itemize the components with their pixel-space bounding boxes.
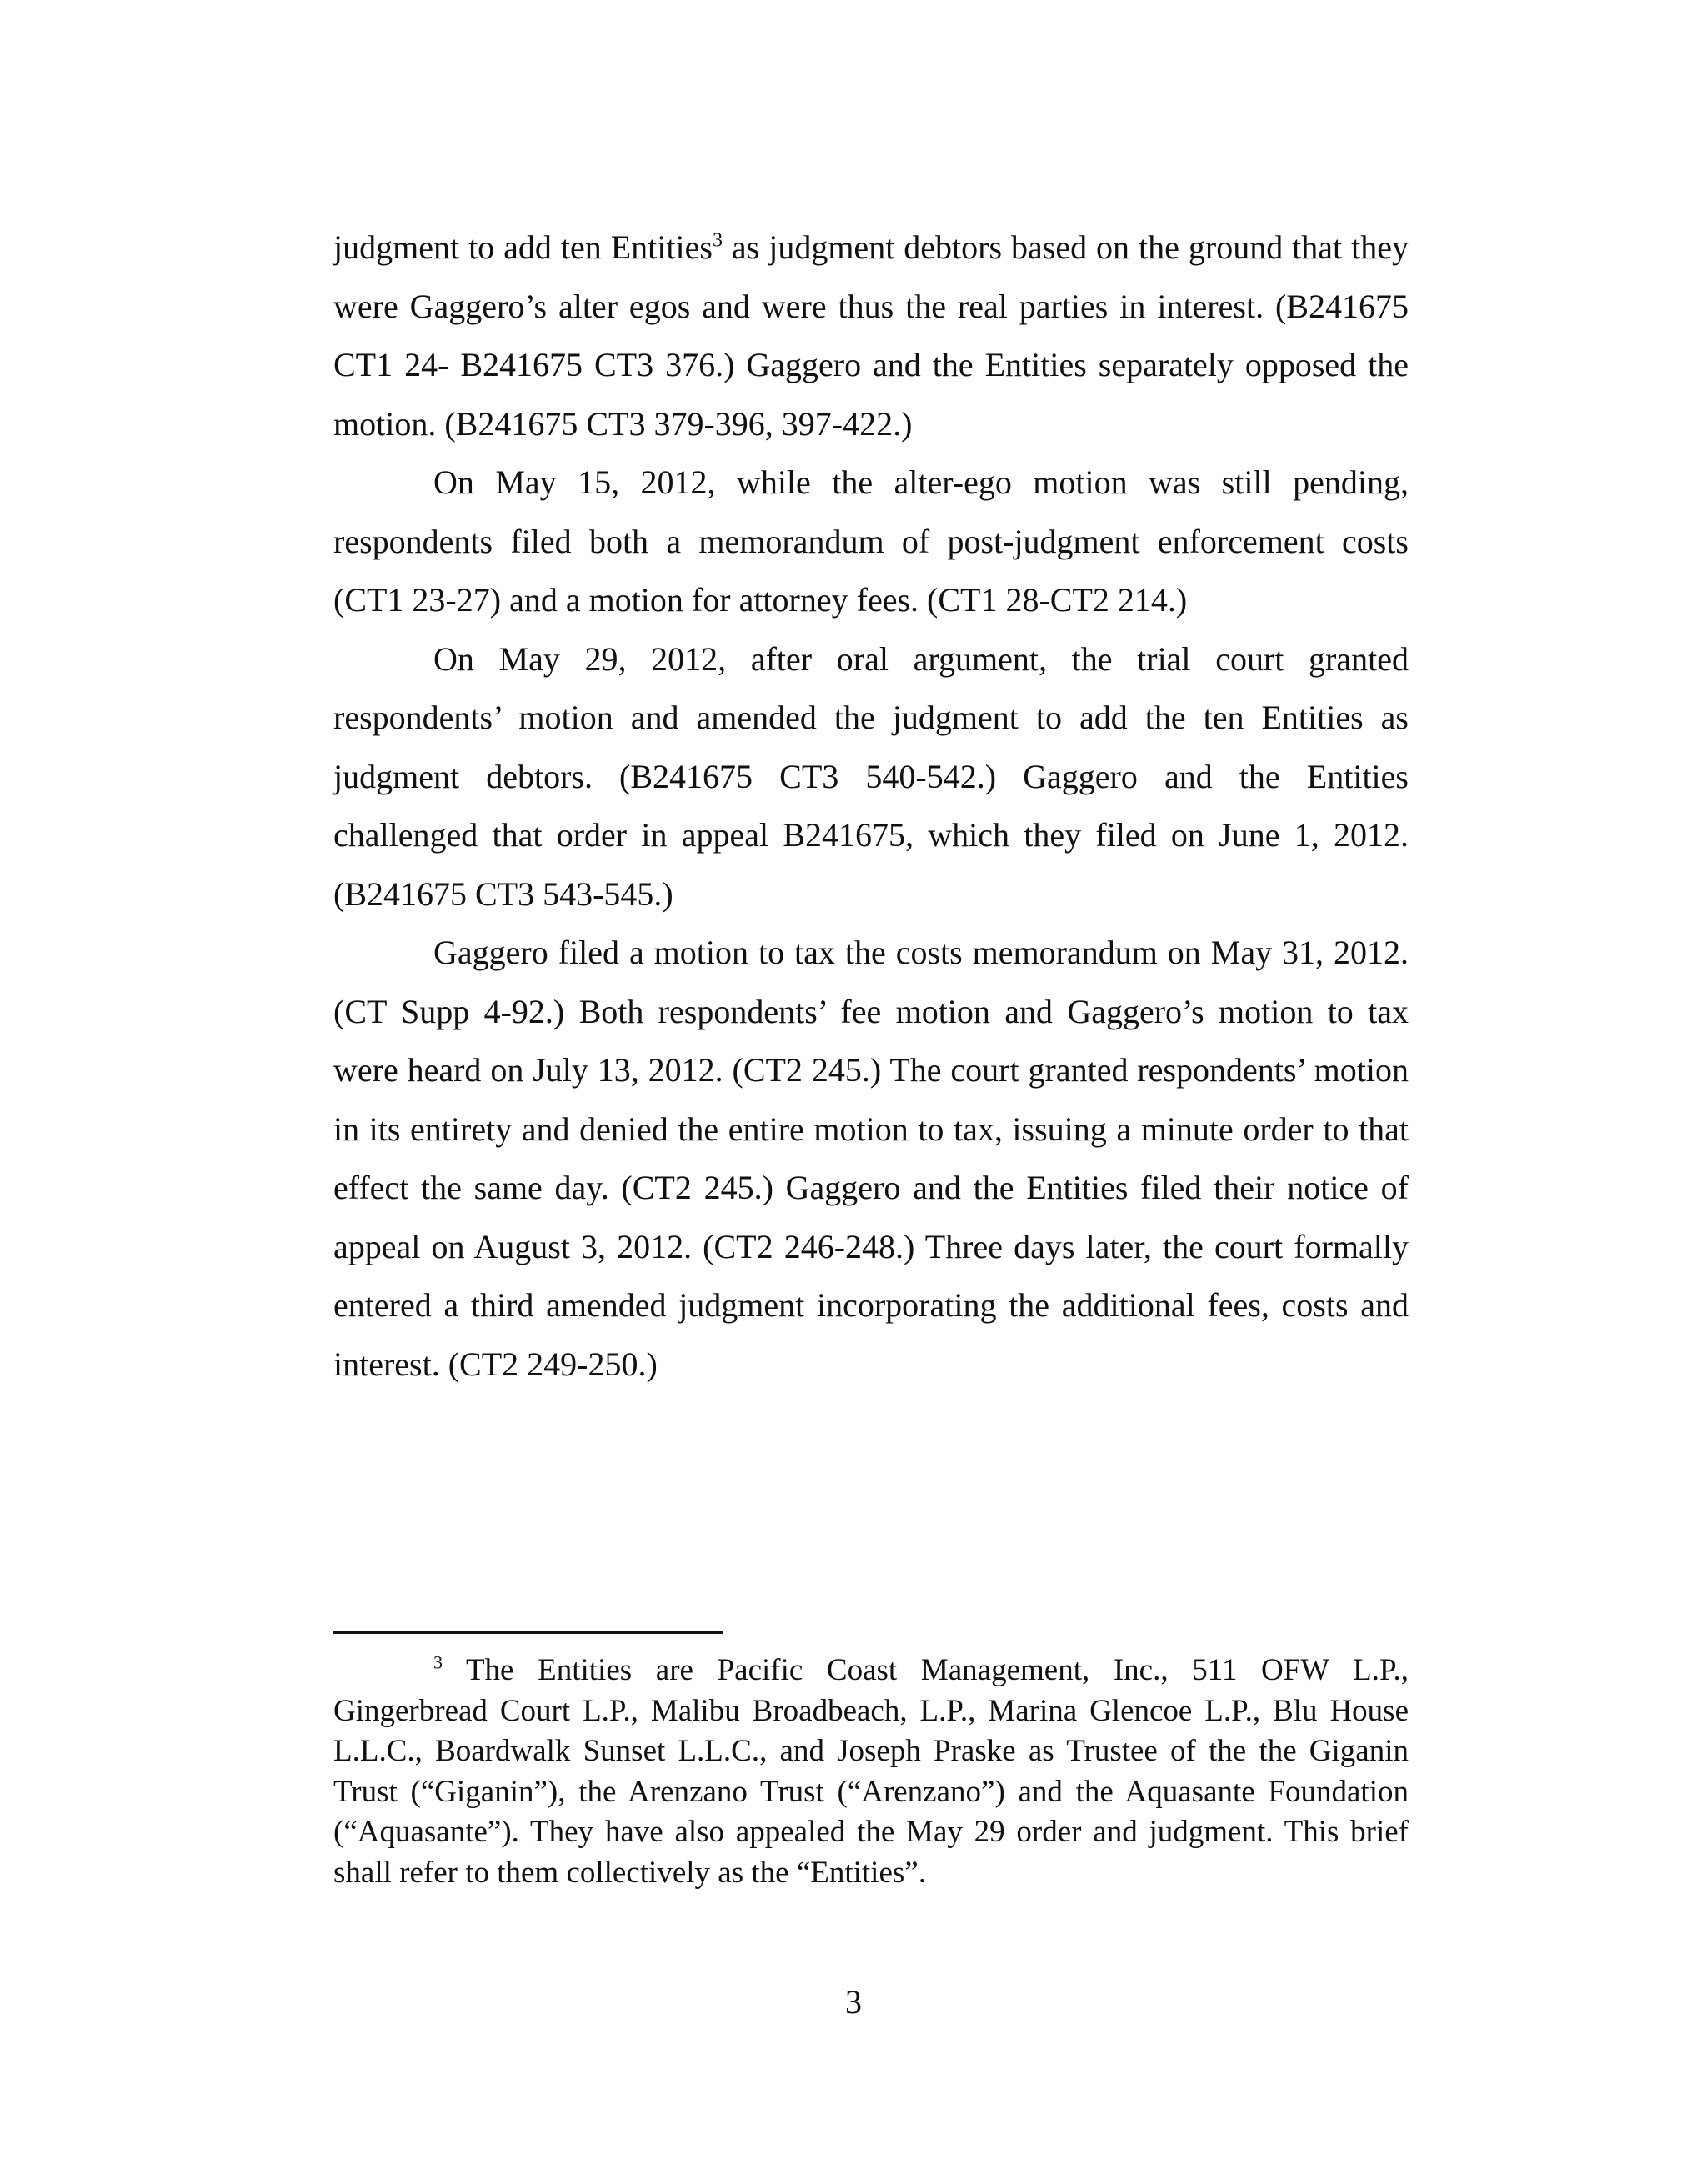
page-number: 3 — [845, 1983, 862, 2021]
footnote-paragraph — [333, 1651, 1409, 1893]
paragraph-text: judgment to add ten Entities — [333, 228, 713, 266]
footnote-reference: 3 — [712, 229, 723, 252]
body-text — [333, 218, 1409, 1394]
paragraph-text: as judgment debtors based on the ground that they were Gaggero’s alter egos and were thus the real parties in interest. (B241675 CT1 24- B241675 CT3 376.) Gaggero and the Entities separately opposed the motion. (B241675 CT3 379-396, 397-422.) — [333, 228, 1409, 443]
footnote-text: The Entities are Pacific Coast Management, Inc., 511 OFW L.P., Gingerbread Court L.P., Malibu Broadbeach, L.P., Marina Glencoe L.P., Blu House L.L.C., Boardwalk Sunset L.L.C., and Joseph Praske as Trustee of the the Giganin Trust (“Giganin”), the Arenzano Trust (“Arenzano”) and the Aquasante Foundation (“Aquasante”). They have also appealed the May 29 order and judgment. This brief shall refer to them collectively as the “Entities”. — [333, 1653, 1409, 1890]
paragraph-motion-to-tax: Gaggero filed a motion to tax the costs memorandum on May 31, 2012. (CT Supp 4-92.) Both respondents’ fee motion and Gaggero’s motion to tax were heard on July 13, 2012. (CT2 245.) The court granted respondents’ motion in its entirety and denied the entire motion to tax, issuing a minute order to that effect the same day. (CT2 245.) Gaggero and the Entities filed their notice of appeal on August 3, 2012. (CT2 246-248.) Three days later, the court formally entered a third amended judgment incorporating the additional fees, costs and interest. (CT2 249-250.) — [333, 934, 1409, 1383]
footnote-separator — [333, 1631, 723, 1634]
paragraph-may-15: On May 15, 2012, while the alter-ego motion was still pending, respondents filed both a memorandum of post-judgment enforcement costs (CT1 23-27) and a motion for attorney fees. (CT1 28-CT2 214.) — [333, 463, 1409, 619]
paragraph-continued — [333, 218, 1409, 453]
paragraph-may-29: On May 29, 2012, after oral argument, the trial court granted respondents’ motion and amended the judgment to add the ten Entities as judgment debtors. (B241675 CT3 540-542.) Gaggero and the Entities challenged that order in appeal B241675, which they filed on June 1, 2012. (B241675 CT3 543-545.) — [333, 639, 1409, 913]
footnote-marker: 3 — [433, 1651, 443, 1673]
footnote — [333, 1651, 1409, 1893]
